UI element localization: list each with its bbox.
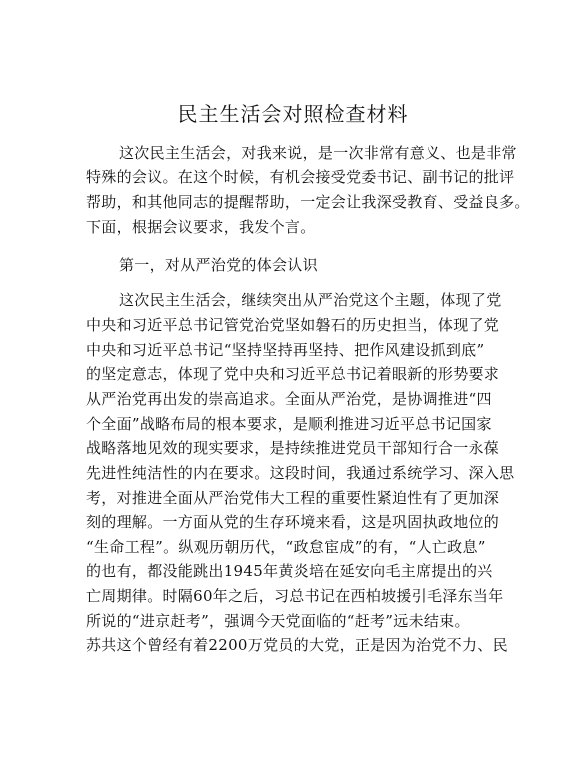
paragraph-2-line-1: 这次民主生活会，继续突出从严治党这个主题，体现了党: [119, 291, 502, 309]
paragraph-2-line-9: 考，对推进全面从严治党伟大工程的重要性紧迫性有了更加深: [86, 489, 500, 507]
paragraph-2-line-2: 中央和习近平总书记管党治党坚如磐石的历史担当，体现了党: [86, 316, 500, 334]
paragraph-1-line-4: 下面，根据会议要求，我发个言。: [86, 218, 316, 236]
paragraph-2-line-13: 亡周期律。时隔60年之后，习总书记在西柏坡援引毛泽东当年: [86, 587, 504, 605]
paragraph-2-line-3: 中央和习近平总书记“坚持坚持再坚持、把作风建设抓到底”: [86, 341, 485, 359]
paragraph-2-line-11: “生命工程”。纵观历朝历代，“政怠宦成”的有，“人亡政息”: [86, 538, 486, 556]
paragraph-1-line-1: 这次民主生活会，对我来说，是一次非常有意义、也是非常: [119, 144, 517, 162]
paragraph-2-line-12: 的也有，都没能跳出1945年黄炎培在延安向毛主席提出的兴: [86, 562, 493, 580]
section-heading: 第一，对从严治党的体会认识: [119, 256, 318, 274]
paragraph-2-line-15: 苏共这个曾经有着2200万党员的大党，正是因为治党不力、民: [86, 636, 508, 654]
paragraph-1-line-2: 特殊的会议。在这个时候，有机会接受党委书记、副书记的批评: [86, 168, 515, 186]
paragraph-2-line-14: 所说的“进京赶考”，强调今天党面临的“赶考”远未结束。: [86, 612, 470, 630]
paragraph-2-line-7: 战略落地见效的现实要求，是持续推进党员干部知行合一永葆: [86, 439, 500, 457]
paragraph-2-line-6: 个全面”战略布局的根本要求，是顺利推进习近平总书记国家: [86, 415, 492, 433]
paragraph-2-line-8: 先进性纯洁性的内在要求。这段时间，我通过系统学习、深入思: [86, 464, 515, 482]
document-title: 民主生活会对照检查材料: [177, 102, 409, 126]
paragraph-2-line-5: 从严治党再出发的崇高追求。全面从严治党，是协调推进“四: [86, 390, 492, 408]
paragraph-1-line-3: 帮助，和其他同志的提醒帮助，一定会让我深受教育、受益良多。: [86, 193, 530, 211]
paragraph-2-line-10: 刻的理解。一方面从党的生存环境来看，这是巩固执政地位的: [86, 513, 500, 531]
paragraph-2-line-4: 的坚定意志，体现了党中央和习近平总书记着眼新的形势要求: [86, 365, 500, 383]
